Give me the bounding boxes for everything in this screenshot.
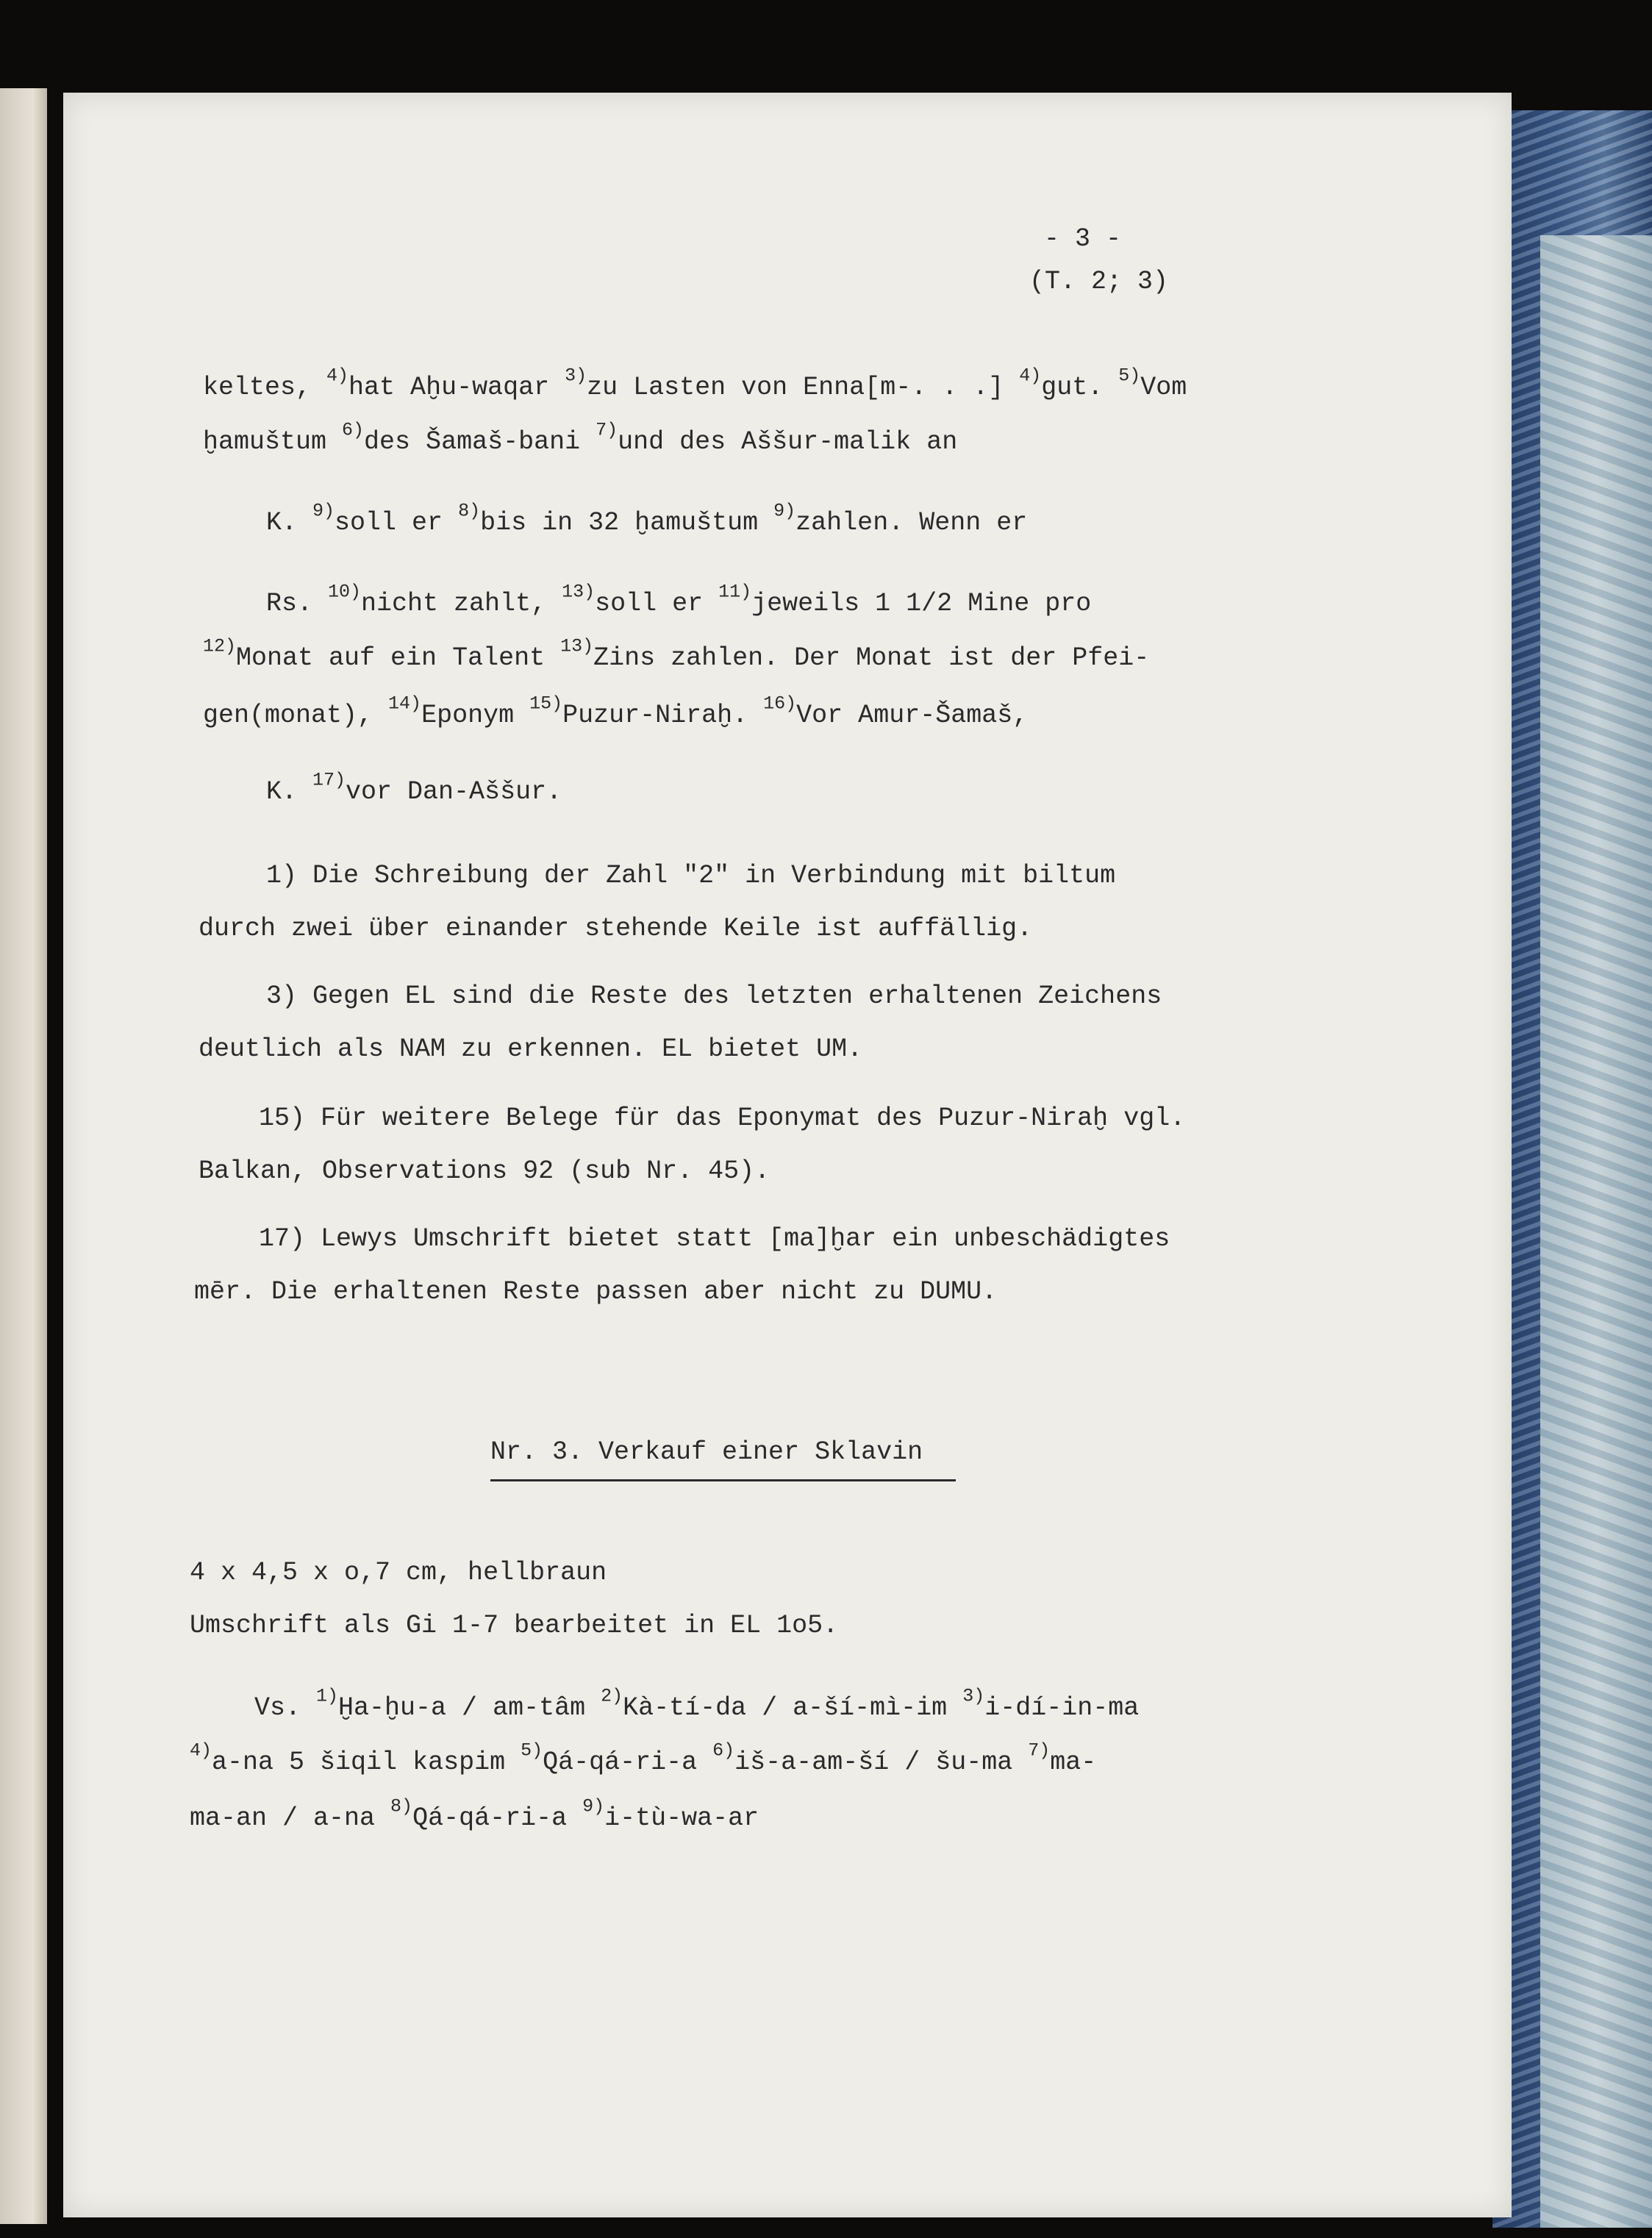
note-line: durch zwei über einander stehende Keile ist auffällig.	[199, 914, 1033, 943]
translation-line: $^{12)}$Monat auf ein Talent $^{13)}$Zins zahlen. Der Monat ist der Pfei-	[203, 635, 1150, 673]
transliteration-line: Vs. $^{1)}$Ḫa-ḫu-a / am-tâm $^{2)}$Kà-tí-da / a-ší-mì-im $^{3)}$i-dí-in-ma	[254, 1685, 1140, 1723]
note-line: 3) Gegen EL sind die Reste des letzten erhaltenen Zeichens	[266, 982, 1162, 1011]
document-page	[63, 93, 1512, 2217]
note-line: 15) Für weitere Belege für das Eponymat des Puzur-Niraḫ vgl.	[259, 1104, 1186, 1133]
transliteration-line: $^{4)}$a-na 5 šiqil kaspim $^{5)}$Qá-qá-ri-a $^{6)}$iš-a-am-ší / šu-ma $^{7)}$ma-	[190, 1740, 1097, 1777]
translation-line: ḫamuštum $^{6)}$des Šamaš-bani $^{7)}$und des Aššur-malik an	[203, 419, 958, 457]
note-line: 17) Lewys Umschrift bietet statt [ma]ḫar ein unbeschädigtes	[259, 1224, 1170, 1254]
note-line: Balkan, Observations 92 (sub Nr. 45).	[199, 1156, 770, 1186]
note-line: deutlich als NAM zu erkennen. EL bietet UM.	[199, 1034, 863, 1064]
translation-line: K. $^{17)}$vor Dan-Aššur.	[266, 769, 562, 807]
tablet-edition: Umschrift als Gi 1-7 bearbeitet in EL 1o5.	[190, 1611, 839, 1640]
translation-line: keltes, $^{4)}$hat Aḫu-waqar $^{3)}$zu Lasten von Enna[m-. . .] $^{4)}$gut. $^{5)}$Vom	[203, 365, 1187, 402]
translation-line: Rs. $^{10)}$nicht zahlt, $^{13)}$soll er $^{11)}$jeweils 1 1/2 Mine pro	[266, 581, 1092, 618]
note-line: 1) Die Schreibung der Zahl "2" in Verbindung mit biltum	[266, 861, 1116, 890]
section-title: Nr. 3. Verkauf einer Sklavin	[490, 1437, 923, 1467]
marbled-endpaper	[1540, 235, 1652, 2228]
translation-line: gen(monat), $^{14)}$Eponym $^{15)}$Puzur-Niraḫ. $^{16)}$Vor Amur-Šamaš,	[203, 693, 1029, 730]
tablet-description: 4 x 4,5 x o,7 cm, hellbraun	[190, 1558, 607, 1587]
note-line: mēr. Die erhaltenen Reste passen aber nicht zu DUMU.	[194, 1277, 998, 1306]
transliteration-line: ma-an / a-na $^{8)}$Qá-qá-ri-a $^{9)}$i-tù-wa-ar	[190, 1795, 759, 1833]
left-page-edge	[0, 88, 47, 2224]
page-reference: (T. 2; 3)	[1029, 267, 1169, 296]
translation-line: K. $^{9)}$soll er $^{8)}$bis in 32 ḫamuštum $^{9)}$zahlen. Wenn er	[266, 500, 1028, 537]
title-underline	[490, 1479, 956, 1481]
page-number: - 3 -	[1044, 224, 1122, 254]
